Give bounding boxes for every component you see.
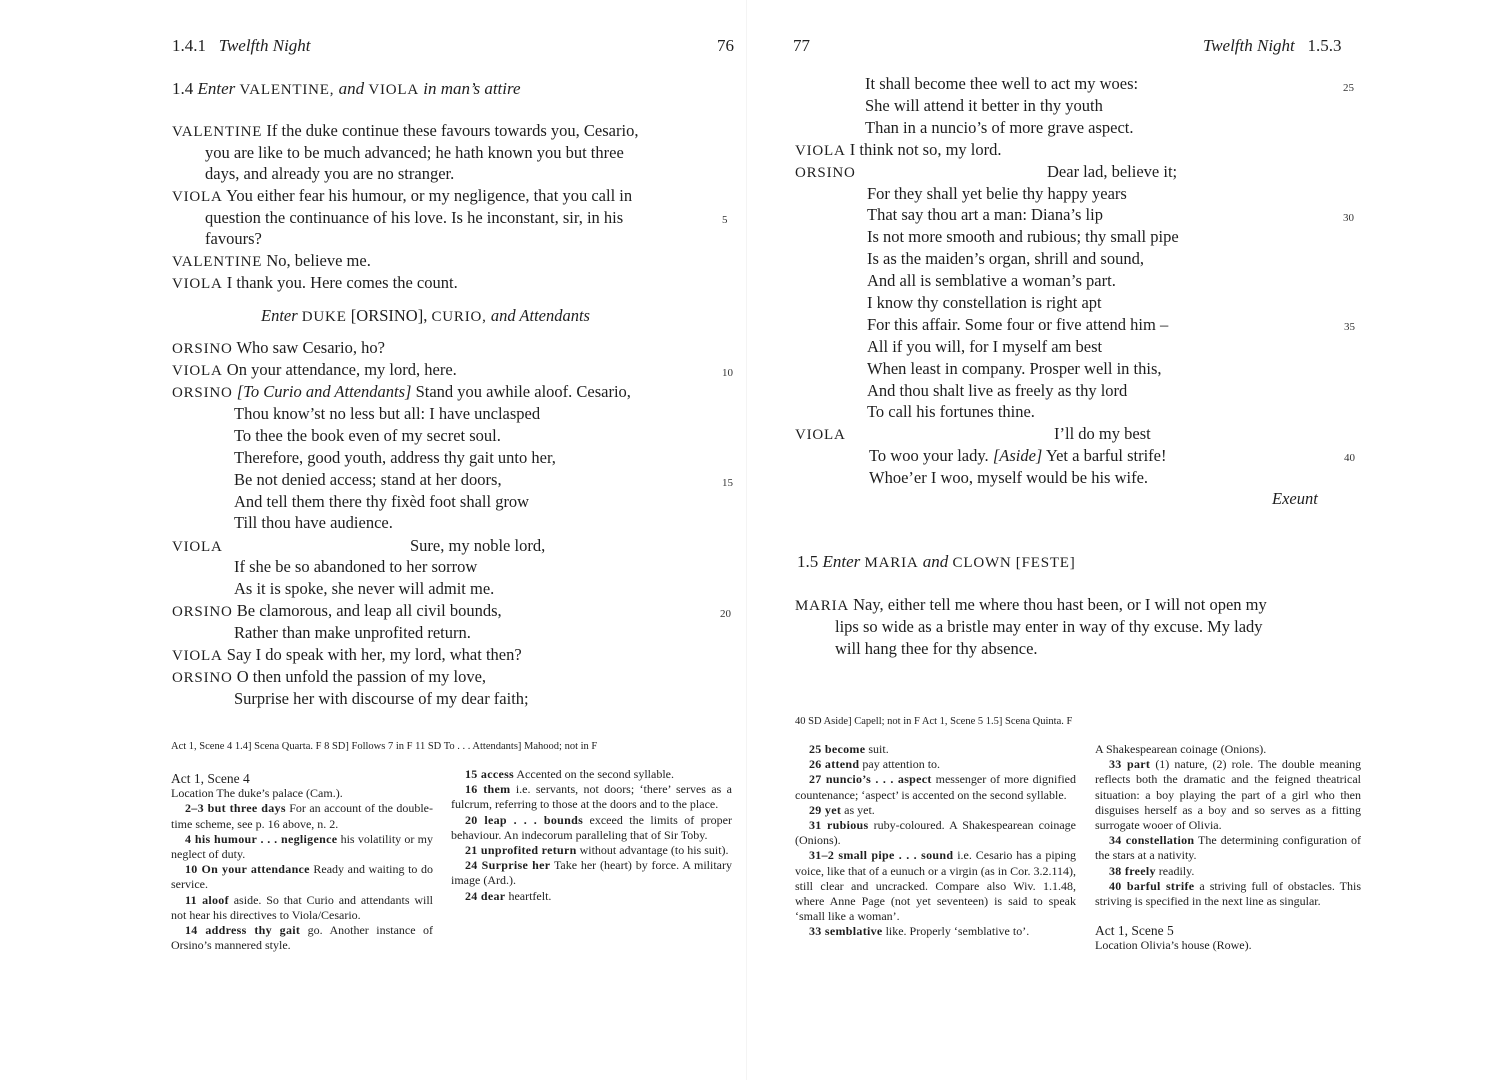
line-number: 35 [1344, 321, 1355, 333]
scene-number: 1.5 [797, 552, 819, 571]
prose-line: lips so wide as a bristle may enter in way of thy excuse. My lady [835, 617, 1263, 636]
note-lemma: 16 them [465, 782, 511, 797]
verse-line: Than in a nuncio’s of more grave aspect. [865, 118, 1134, 137]
verse-line [172, 601, 502, 622]
note-lemma: 25 become [809, 742, 866, 756]
note-lemma: 27 nuncio’s . . . aspect [809, 772, 932, 787]
commentary-note [1095, 833, 1361, 863]
note-lemma: 21 unprofited return [465, 843, 577, 858]
note-lemma: 33 part [1109, 757, 1151, 772]
verse-line: And all is semblative a woman’s part. [867, 271, 1116, 290]
line-number: 15 [722, 477, 733, 489]
speaker-name: VIOLA [172, 648, 223, 664]
note-text: as yet. [844, 802, 875, 817]
note-text: i.e. Cesario has a piping voice, like that of a eunuch or a virgin (as in Cor. 3.2.114), still clear and uncracked. Compare also Wiv. 1.1.48, where Anne Page (not yet seventeen) is said to speak ‘small like a woman’. [795, 848, 1076, 924]
note-text: (1) nature, (2) role. The double meaning reflects both the dramatic and the feigned theatrical situation: a boy playing the part of a girl who then disguises herself as a boy and so serves as a fitting surrogate wooer of Olivia. [1095, 757, 1361, 833]
speaker-name: ORSINO [172, 604, 233, 620]
speaker-name: VIOLA [795, 427, 846, 443]
note-text: a striving full of obstacles. This striving is specified in the next line as singular. [1095, 878, 1362, 909]
verse-line [172, 382, 631, 403]
note-text: Accented on the second syllable. [516, 767, 674, 781]
character-name: VALENTINE, [239, 82, 335, 98]
verse-line: As it is spoke, she never will admit me. [234, 579, 495, 598]
prose-line: will hang thee for thy absence. [835, 639, 1038, 658]
verse-line: favours? [205, 229, 262, 248]
commentary-note [171, 862, 433, 892]
verse-line: When least in company. Prosper well in this, [867, 359, 1162, 378]
running-head-title: Twelfth Night [218, 36, 311, 55]
running-head-right [1203, 36, 1342, 56]
commentary-note [1095, 757, 1361, 833]
verse-line: Be not denied access; stand at her doors, [234, 470, 502, 489]
note-text: For an account of the double-time scheme, see p. 16 above, n. 2. [171, 801, 434, 831]
sd-word: and [922, 552, 949, 571]
verse-line: To call his fortunes thine. [867, 402, 1035, 421]
textual-collation: 40 SD Aside] Capell; not in F Act 1, Scene 5 1.5] Scena Quinta. F [795, 716, 1073, 727]
line-text: Stand you awhile aloof. Cesario, [415, 382, 631, 401]
line-number: 5 [722, 214, 728, 226]
verse-line: Whoe’er I woo, myself would be his wife. [869, 468, 1149, 487]
note-text: heartfelt. [508, 888, 552, 903]
verse-line [172, 121, 638, 142]
note-lemma: 31 rubious [809, 818, 869, 833]
scene-number: 1.4 [172, 79, 194, 98]
character-name: DUKE [301, 309, 347, 325]
note-lemma: 24 dear [465, 888, 506, 903]
commentary-note [795, 803, 1076, 818]
commentary-note [795, 818, 1076, 848]
character-name: [FESTE] [1015, 555, 1076, 571]
stage-direction: [Aside] [992, 446, 1043, 465]
page-number-right: 77 [793, 36, 810, 55]
note-text: i.e. servants, not doors; ‘there’ serves as a fulcrum, referring to those at the doors and to the place. [451, 782, 733, 812]
sd-word: Enter [197, 79, 236, 98]
note-text: exceed the limits of proper behaviour. An indecorum paralleling that of Sir Toby. [451, 812, 733, 842]
prose-line [795, 595, 1267, 616]
line-text: You either fear his humour, or my negligence, that you call in [226, 186, 633, 205]
note-lemma: 2–3 but three days [185, 801, 286, 816]
verse-line: I’ll do my best [1054, 424, 1151, 443]
speaker-name: ORSINO [795, 165, 856, 181]
note-lemma: 20 leap . . . bounds [465, 812, 584, 827]
verse-line: All if you will, for I myself am best [867, 337, 1103, 356]
verse-line [172, 338, 385, 359]
speaker-name: VIOLA [172, 276, 223, 292]
character-name: MARIA [864, 555, 919, 571]
line-text: Be clamorous, and leap all civil bounds, [236, 601, 502, 620]
commentary-note [451, 782, 732, 812]
line-text: I thank you. Here comes the count. [226, 273, 458, 292]
commentary-note [171, 893, 433, 923]
note-lemma: 14 address thy gait [185, 923, 301, 938]
line-text: I think not so, my lord. [849, 140, 1002, 159]
note-text: The determining configuration of the stars at a nativity. [1095, 833, 1361, 863]
note-lemma: 31–2 small pipe . . . sound [809, 848, 954, 863]
verse-line: Till thou have audience. [234, 513, 393, 532]
character-name: VIOLA [368, 82, 419, 98]
note-text: like. Properly ‘semblative to’. [885, 924, 1030, 939]
right-page [747, 0, 1493, 1080]
line-number: 25 [1343, 82, 1354, 94]
verse-line: And tell them there thy fixèd foot shall grow [234, 492, 530, 511]
verse-line [795, 424, 846, 445]
note-text: aside. So that Curio and attendants will not hear his directives to Viola/Cesario. [171, 892, 433, 922]
verse-line: Dear lad, believe it; [1047, 162, 1178, 181]
note-text: Take her (heart) by force. A military image (Ard.). [451, 858, 732, 888]
verse-line: She will attend it better in thy youth [865, 96, 1103, 115]
note-lemma: 38 freely [1109, 863, 1156, 878]
verse-line: Is as the maiden’s organ, shrill and sound, [867, 249, 1144, 268]
verse-line: Surprise her with discourse of my dear faith; [234, 689, 529, 708]
commentary-note [451, 889, 732, 904]
line-number: 20 [720, 608, 731, 620]
commentary-column-2 [1095, 742, 1361, 954]
line-text: No, believe me. [266, 251, 371, 270]
note-text: readily. [1158, 863, 1195, 878]
verse-line [172, 536, 223, 557]
verse-line: Thou know’st no less but all: I have unclasped [234, 404, 541, 423]
note-lemma: 24 Surprise her [465, 858, 551, 873]
running-head-title: Twelfth Night [1203, 36, 1295, 55]
note-location: Location The duke’s palace (Cam.). [171, 786, 343, 801]
sd-word: Enter [822, 552, 861, 571]
commentary-note [451, 843, 732, 858]
running-head-act-scene: 1.4.1 [172, 36, 206, 55]
verse-line [172, 251, 371, 272]
commentary-note [451, 813, 732, 843]
commentary-note [171, 923, 433, 953]
commentary-note [451, 767, 732, 782]
verse-line [172, 645, 522, 666]
scene-heading-1-4 [172, 79, 521, 100]
speaker-name: VIOLA [172, 539, 223, 555]
speaker-name: ORSINO [172, 670, 233, 686]
speaker-name: ORSINO [172, 341, 233, 357]
note-location: Location Olivia’s house (Rowe). [1095, 938, 1252, 953]
note-text: without advantage (to his suit). [579, 843, 729, 858]
note-lemma: 34 constellation [1109, 833, 1195, 848]
character-name: CLOWN [952, 555, 1012, 571]
line-text: To woo your lady. [869, 446, 989, 465]
verse-line: It shall become thee well to act my woes: [865, 74, 1139, 93]
line-text: Yet a barful strife! [1045, 446, 1167, 465]
notes-scene-heading: Act 1, Scene 5 [1095, 923, 1174, 939]
commentary-column-1 [171, 767, 433, 953]
verse-line: Is not more smooth and rubious; thy small pipe [867, 227, 1179, 246]
note-lemma: 11 aloof [185, 892, 229, 907]
note-text: his volatility or my neglect of duty. [171, 831, 433, 862]
commentary-note [1095, 864, 1361, 879]
commentary-note [451, 858, 732, 888]
line-number: 30 [1343, 212, 1354, 224]
commentary-column-2 [451, 767, 732, 904]
verse-line [172, 667, 486, 688]
notes-scene-heading: Act 1, Scene 4 [171, 771, 250, 786]
line-text: O then unfold the passion of my love, [236, 667, 487, 686]
commentary-note [795, 772, 1076, 802]
running-head-act-scene: 1.5.3 [1307, 36, 1342, 55]
note-lemma: 15 access [465, 767, 515, 781]
verse-line: question the continuance of his love. Is he inconstant, sir, in his [205, 208, 624, 227]
verse-line: Sure, my noble lord, [410, 536, 546, 555]
verse-line [795, 140, 1002, 161]
note-text: suit. [868, 742, 889, 756]
line-number: 40 [1344, 452, 1355, 464]
note-lemma: 33 semblative [809, 924, 883, 939]
note-lemma: 29 yet [809, 802, 842, 817]
verse-line [172, 360, 457, 381]
verse-line: days, and already you are no stranger. [205, 164, 455, 183]
stage-direction-exeunt: Exeunt [1272, 489, 1318, 508]
verse-line: And thou shalt live as freely as thy lord [867, 381, 1128, 400]
line-number: 10 [722, 367, 733, 379]
verse-line [172, 186, 632, 207]
note-text: messenger of more dignified countenance; ‘aspect’ is accented on the second syllable. [795, 772, 1076, 802]
verse-line: That say thou art a man: Diana’s lip [867, 205, 1103, 224]
commentary-note [171, 832, 433, 862]
note-text: Ready and waiting to do service. [171, 862, 433, 892]
verse-line [795, 162, 856, 183]
speaker-name: VIOLA [172, 363, 223, 379]
stage-direction-entry [261, 306, 590, 327]
sd-word: Enter [261, 306, 298, 325]
note-lemma: 26 attend [809, 757, 860, 772]
commentary-note [795, 848, 1076, 924]
verse-line: If she be so abandoned to her sorrow [234, 557, 478, 576]
line-text: Who saw Cesario, ho? [236, 338, 385, 357]
stage-direction: [To Curio and Attendants] [236, 382, 412, 401]
commentary-column-1 [795, 742, 1076, 940]
verse-line: Therefore, good youth, address thy gait unto her, [234, 448, 556, 467]
verse-line: To thee the book even of my secret soul. [234, 426, 501, 445]
verse-line: Rather than make unprofited return. [234, 623, 471, 642]
speaker-name: VIOLA [795, 143, 846, 159]
speaker-name: ORSINO [172, 385, 233, 401]
line-text: If the duke continue these favours towards you, Cesario, [266, 121, 639, 140]
running-head-left [172, 36, 311, 56]
line-text: On your attendance, my lord, here. [226, 360, 457, 379]
note-text: ruby-coloured. A Shakespearean coinage (Onions). [795, 818, 1076, 848]
note-lemma: 4 his humour . . . negligence [185, 831, 338, 846]
character-name: CURIO, [431, 309, 487, 325]
verse-line [172, 273, 458, 294]
verse-line [869, 446, 1167, 466]
sd-word: and Attendants [490, 306, 590, 325]
note-lemma: 10 On your attendance [185, 862, 310, 877]
line-text: Nay, either tell me where thou hast been, or I will not open my [853, 595, 1267, 614]
verse-line: For this affair. Some four or five attend him – [867, 315, 1169, 334]
note-lemma: 40 barful strife [1109, 878, 1195, 893]
commentary-note [795, 757, 1076, 772]
speaker-name: VALENTINE [172, 124, 263, 140]
speaker-name: VIOLA [172, 189, 223, 205]
line-text: Say I do speak with her, my lord, what then? [226, 645, 522, 664]
speaker-name: MARIA [795, 598, 850, 614]
page-number-left: 76 [717, 36, 734, 55]
sd-word: and [338, 79, 365, 98]
speaker-name: VALENTINE [172, 254, 263, 270]
commentary-note [1095, 879, 1361, 909]
note-text: pay attention to. [862, 757, 941, 772]
commentary-note [171, 801, 433, 831]
commentary-note-continued: A Shakespearean coinage (Onions). [1095, 742, 1267, 756]
note-text: go. Another instance of Orsino’s mannered style. [171, 923, 434, 953]
commentary-note [795, 924, 1076, 939]
verse-line: I know thy constellation is right apt [867, 293, 1102, 312]
character-name: [ORSINO], [350, 306, 428, 325]
left-page [0, 0, 746, 1080]
commentary-note [795, 742, 1076, 757]
sd-word: in man’s attire [423, 79, 521, 98]
scene-heading-1-5 [797, 552, 1076, 573]
verse-line: For they shall yet belie thy happy years [867, 184, 1127, 203]
textual-collation: Act 1, Scene 4 1.4] Scena Quarta. F 8 SD] Follows 7 in F 11 SD To . . . Attendants] Mahood; not in F [171, 741, 598, 752]
verse-line: you are like to be much advanced; he hath known you but three [205, 143, 624, 162]
